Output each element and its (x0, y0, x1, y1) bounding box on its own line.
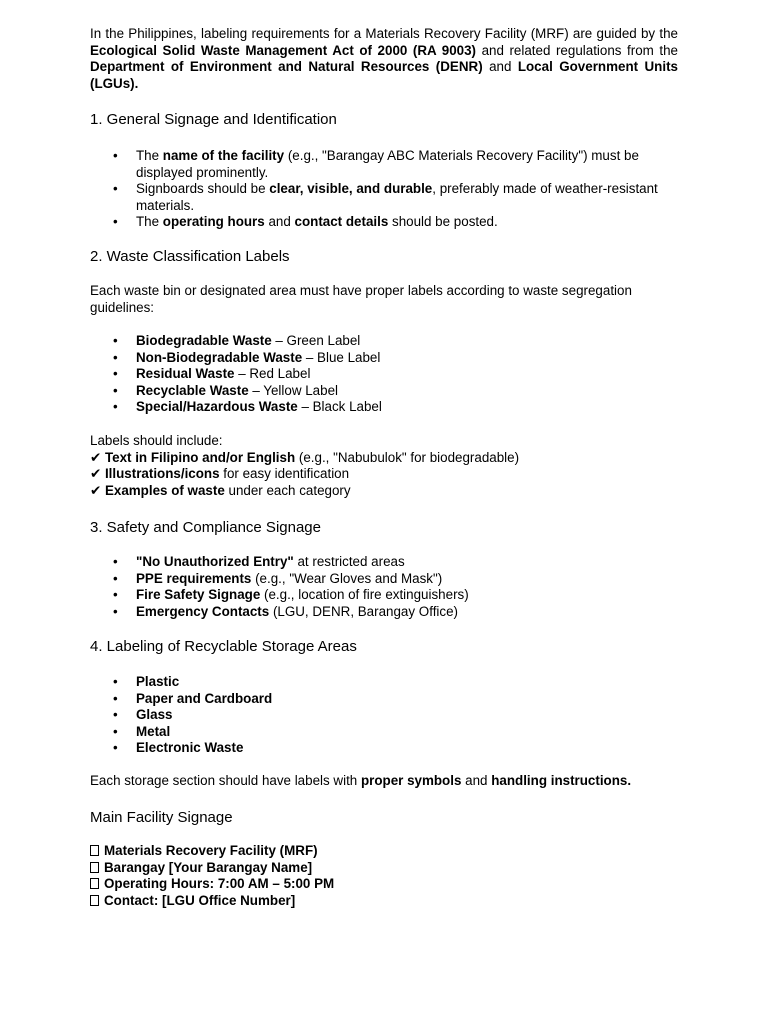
bullet-icon: • (113, 214, 118, 230)
missing-glyph-icon (90, 845, 99, 856)
item-text: – Green Label (271, 333, 361, 348)
check-item (90, 466, 678, 483)
item-text: – Blue Label (302, 349, 381, 365)
item-text: at restricted areas (293, 554, 405, 569)
intro-denr: Department of Environment and Natural Resources (DENR) (90, 59, 483, 75)
check-item (90, 450, 678, 467)
item-text: , preferably made of weather-resistant materials. (136, 181, 658, 213)
main-signage-heading: Main Facility Signage (90, 809, 233, 826)
item-bold: Special/Hazardous Waste (136, 399, 298, 415)
item-bold: clear, visible, and durable (269, 181, 433, 197)
item-text: – Black Label (297, 399, 382, 415)
item-bold: PPE requirements (136, 570, 252, 586)
item-bold: Emergency Contacts (136, 603, 270, 619)
bullet-icon: • (113, 603, 118, 619)
recyclable-storage-list (90, 674, 678, 757)
missing-glyph-icon (90, 895, 99, 906)
main-signage-lines (90, 843, 678, 909)
signage-text: Materials Recovery Facility (MRF) (104, 843, 318, 858)
item-text: should be posted. (388, 214, 498, 230)
item-bold: name of the facility (162, 148, 285, 163)
missing-glyph-icon (90, 878, 99, 889)
signage-text: Contact: [LGU Office Number] (104, 892, 296, 908)
list-item (90, 383, 678, 400)
note-text: Each storage section should have labels with (90, 773, 361, 788)
bullet-icon: • (113, 723, 118, 739)
list-item (90, 691, 678, 708)
intro-text-3: and (482, 59, 518, 75)
item-text: and (264, 214, 295, 230)
list-item (90, 674, 678, 691)
bullet-icon: • (113, 570, 118, 586)
signage-text: Barangay [Your Barangay Name] (104, 859, 313, 875)
bullet-icon: • (113, 740, 118, 756)
intro-paragraph (90, 26, 678, 92)
item-text: (e.g., "Wear Gloves and Mask") (251, 570, 443, 586)
item-text: for easy identification (219, 466, 350, 482)
bullet-icon: • (113, 181, 118, 197)
signage-text: Operating Hours: 7:00 AM – 5:00 PM (104, 876, 335, 892)
section-2-heading: 2. Waste Classification Labels (90, 248, 290, 265)
item-bold: Electronic Waste (136, 740, 244, 756)
list-item (90, 604, 678, 621)
intro-act-name: Ecological Solid Waste Management Act of 2000 (RA 9003) (90, 42, 477, 58)
bullet-icon: • (113, 674, 118, 689)
section-1-list (90, 148, 678, 231)
item-bold: Text in Filipino and/or English (104, 449, 296, 465)
checkmark-icon: ✔ (90, 449, 105, 465)
bullet-icon: • (113, 148, 118, 163)
item-bold: Recyclable Waste (136, 382, 249, 398)
section-1-heading: 1. General Signage and Identification (90, 111, 337, 128)
list-item (90, 399, 678, 416)
checkmark-icon: ✔ (90, 466, 105, 482)
list-item (90, 571, 678, 588)
item-text: – Red Label (234, 366, 311, 382)
safety-signage-list (90, 554, 678, 620)
item-text: (e.g., "Barangay ABC Materials Recovery Facility") must be displayed prominently. (136, 148, 639, 180)
section-3-heading: 3. Safety and Compliance Signage (90, 519, 321, 536)
item-text: – Yellow Label (248, 382, 338, 398)
intro-text-1: In the Philippines, labeling requirements for a Materials Recovery Facility (MRF) are guided by the (90, 26, 678, 41)
item-bold: Paper and Cardboard (136, 690, 273, 706)
item-bold: Non-Biodegradable Waste (136, 349, 303, 365)
note-text: and (461, 773, 492, 788)
section-2-lead: Each waste bin or designated area must have proper labels according to waste segregation guidelines: (90, 283, 632, 315)
checkmark-icon: ✔ (90, 482, 105, 498)
include-lead: Labels should include: (90, 433, 223, 448)
waste-label-list (90, 333, 678, 416)
item-bold: Fire Safety Signage (136, 587, 261, 603)
item-bold: Illustrations/icons (104, 466, 220, 482)
item-text: The (136, 214, 163, 230)
bullet-icon: • (113, 399, 118, 415)
bullet-icon: • (113, 366, 118, 382)
bullet-icon: • (113, 707, 118, 723)
storage-note (90, 773, 678, 790)
signage-line (90, 893, 678, 910)
item-bold: Residual Waste (136, 366, 235, 382)
list-item (90, 707, 678, 724)
list-item (90, 148, 678, 181)
signage-line (90, 860, 678, 877)
list-item (90, 724, 678, 741)
item-text: (e.g., location of fire extinguishers) (260, 587, 469, 603)
list-item (90, 554, 678, 571)
bullet-icon: • (113, 382, 118, 398)
bullet-icon: • (113, 690, 118, 706)
item-text: Signboards should be (136, 181, 270, 197)
intro-lgu: Local Government Units (LGUs). (90, 59, 678, 91)
item-text: (e.g., "Nabubulok" for biodegradable) (295, 449, 520, 465)
list-item (90, 333, 678, 350)
signage-line (90, 843, 678, 860)
item-text: (LGU, DENR, Barangay Office) (269, 603, 458, 619)
list-item (90, 350, 678, 367)
item-bold: Glass (136, 707, 173, 723)
item-bold: "No Unauthorized Entry" (136, 554, 294, 569)
bullet-icon: • (113, 587, 118, 603)
bullet-icon: • (113, 349, 118, 365)
missing-glyph-icon (90, 862, 99, 873)
item-bold: contact details (294, 214, 389, 230)
item-bold: operating hours (162, 214, 265, 230)
list-item (90, 587, 678, 604)
item-bold: Plastic (136, 674, 180, 689)
label-requirements (90, 433, 678, 499)
item-bold: Examples of waste (104, 482, 225, 498)
item-text: The (136, 148, 163, 163)
list-item (90, 214, 678, 231)
list-item (90, 181, 678, 214)
note-bold: handling instructions. (491, 773, 632, 788)
item-text: under each category (224, 482, 351, 498)
list-item (90, 740, 678, 757)
note-bold: proper symbols (360, 773, 462, 788)
section-4-heading: 4. Labeling of Recyclable Storage Areas (90, 638, 357, 655)
bullet-icon: • (113, 554, 118, 569)
intro-text-2: and related regulations from the (476, 42, 678, 58)
bullet-icon: • (113, 333, 118, 348)
item-bold: Metal (136, 723, 171, 739)
signage-line (90, 876, 678, 893)
list-item (90, 366, 678, 383)
check-item (90, 483, 678, 500)
item-bold: Biodegradable Waste (136, 333, 272, 348)
